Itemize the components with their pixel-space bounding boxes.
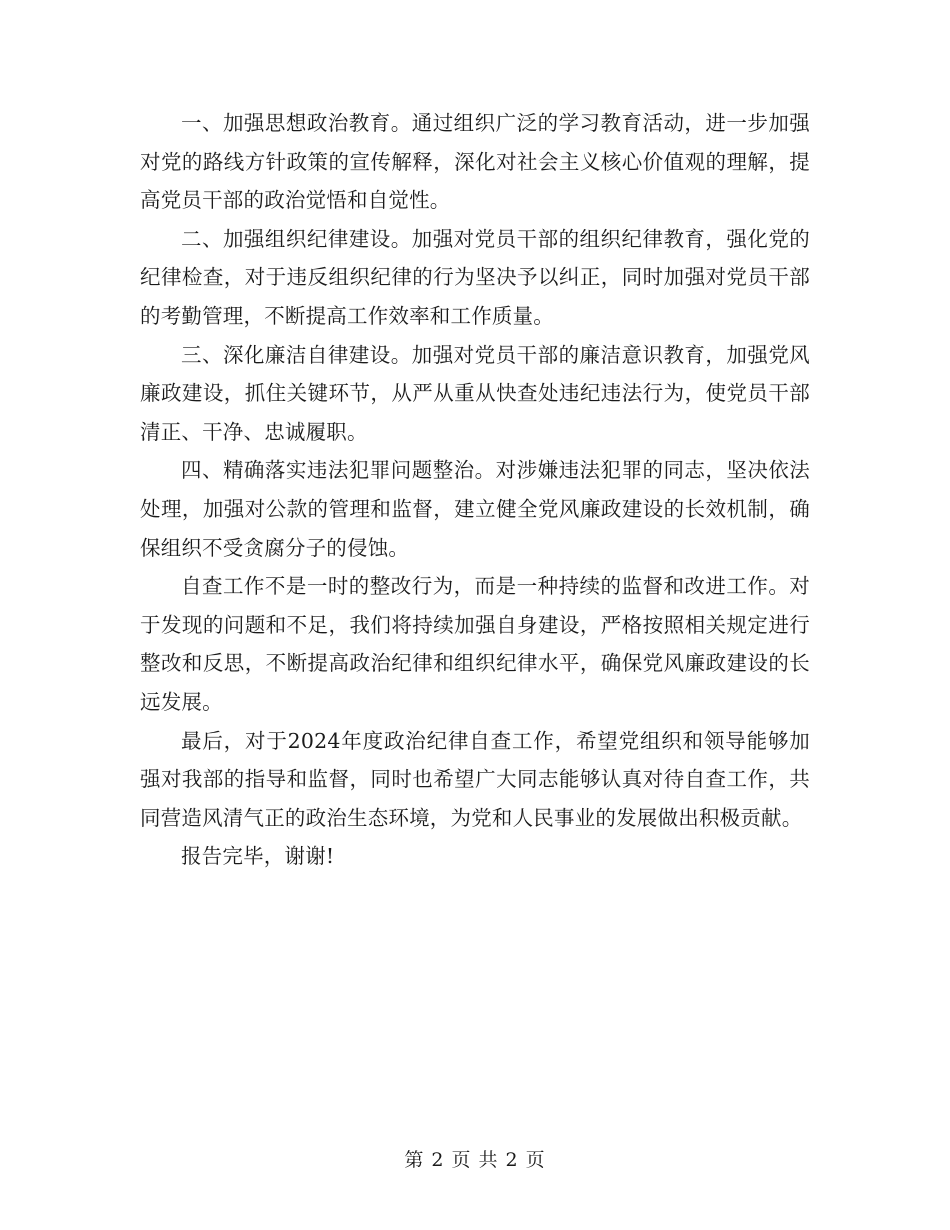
paragraph-ideological-education: 一、加强思想政治教育。通过组织广泛的学习教育活动，进一步加强对党的路线方针政策的宣传解释，深化对社会主义核心价值观的理解，提高党员干部的政治觉悟和自觉性。: [140, 111, 810, 213]
paragraph-continuous-supervision: 自查工作不是一时的整改行为，而是一种持续的监督和改进工作。对于发现的问题和不足，我们将持续加强自身建设，严格按照相关规定进行整改和反思，不断提高政治纪律和组织纪律水平，确保党风廉政建设的长远发展。: [140, 574, 810, 714]
page-number-footer: 第 2 页 共 2 页: [404, 1149, 546, 1171]
document-body: [140, 104, 810, 876]
paragraph-integrity-self-discipline: 三、深化廉洁自律建设。加强对党员干部的廉洁意识教育，加强党风廉政建设，抓住关键环节，从严从重从快查处违纪违法行为，使党员干部清正、干净、忠诚履职。: [140, 342, 810, 444]
paragraph-crime-rectification: 四、精确落实违法犯罪问题整治。对涉嫌违法犯罪的同志，坚决依法处理，加强对公款的管理和监督，建立健全党风廉政建设的长效机制，确保组织不受贪腐分子的侵蚀。: [140, 458, 810, 560]
paragraph-closing-hopes: 最后，对于2024年度政治纪律自查工作，希望党组织和领导能够加强对我部的指导和监督，同时也希望广大同志能够认真对待自查工作，共同营造风清气正的政治生态环境，为党和人民事业的发展做出积极贡献。: [140, 728, 810, 830]
paragraph-sign-off: 报告完毕，谢谢!: [181, 844, 335, 869]
paragraph-organizational-discipline: 二、加强组织纪律建设。加强对党员干部的组织纪律教育，强化党的纪律检查，对于违反组织纪律的行为坚决予以纠正，同时加强对党员干部的考勤管理，不断提高工作效率和工作质量。: [140, 226, 810, 328]
